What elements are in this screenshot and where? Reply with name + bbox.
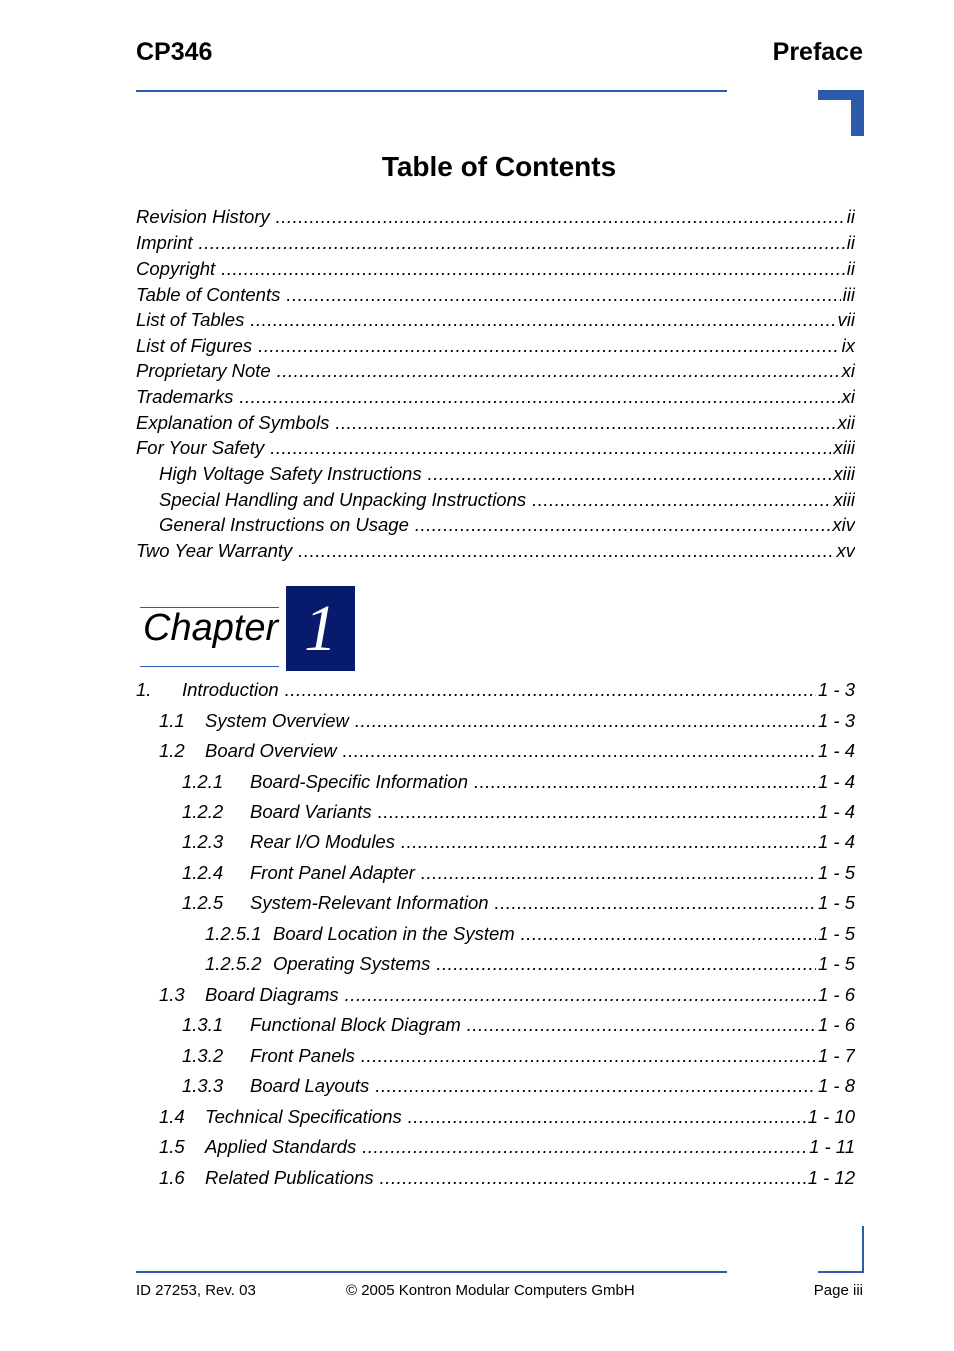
toc-entry-number: 1.2.3	[182, 831, 224, 852]
footer-page-number: Page iii	[813, 1282, 863, 1299]
toc-entry[interactable]	[136, 678, 855, 702]
toc-entry[interactable]	[182, 1074, 855, 1098]
dot-leader	[467, 1013, 816, 1037]
dot-leader	[355, 709, 816, 733]
toc-entry[interactable]	[136, 205, 855, 229]
toc-entry-page: 1 - 8	[817, 1075, 855, 1096]
toc-entry-page: 1 - 5	[817, 923, 855, 944]
toc-entry[interactable]	[159, 739, 855, 763]
toc-entry-label: General Instructions on Usage	[159, 514, 409, 535]
chapter-number: 1	[304, 591, 337, 665]
toc-entry-label: Rear I/O Modules	[250, 831, 395, 852]
toc-entry[interactable]	[136, 308, 855, 332]
toc-entry-page: xiii	[833, 463, 855, 484]
toc-entry[interactable]	[136, 359, 855, 383]
toc-entry-number: 1.2.2	[182, 801, 224, 822]
toc-entry-page: xi	[841, 386, 855, 407]
toc-entry-page: xiii	[833, 489, 855, 510]
toc-entry-page: ii	[846, 206, 855, 227]
dot-leader	[221, 257, 845, 281]
toc-entry-page: 1 - 3	[817, 710, 855, 731]
dot-leader	[343, 739, 816, 763]
toc-entry-label: Revision History	[136, 206, 270, 227]
toc-entry-label: System-Relevant Information	[250, 892, 489, 913]
toc-entry-page: 1 - 5	[817, 953, 855, 974]
chapter-number-box	[286, 586, 355, 671]
toc-entry-label: Board-Specific Information	[250, 771, 468, 792]
toc-entry-page: xii	[837, 412, 855, 433]
dot-leader	[428, 462, 832, 486]
dot-leader	[345, 983, 816, 1007]
toc-entry-label: Functional Block Diagram	[250, 1014, 461, 1035]
toc-entry-page: 1 - 3	[817, 679, 855, 700]
dot-leader	[408, 1105, 806, 1129]
toc-entry-label: High Voltage Safety Instructions	[159, 463, 422, 484]
toc-entry-page: ii	[846, 258, 855, 279]
toc-entry-page: 1 - 7	[817, 1045, 855, 1066]
dot-leader	[495, 891, 816, 915]
toc-entry-label: Imprint	[136, 232, 193, 253]
toc-entry-label: Table of Contents	[136, 284, 281, 305]
toc-entry[interactable]	[182, 1013, 855, 1037]
toc-entry-label: System Overview	[205, 710, 349, 731]
toc-entry[interactable]	[159, 983, 855, 1007]
toc-entry-page: 1 - 4	[817, 831, 855, 852]
dot-leader	[361, 1044, 816, 1068]
dot-leader	[474, 770, 816, 794]
toc-entry-page: xi	[841, 360, 855, 381]
toc-entry[interactable]	[159, 488, 855, 512]
dot-leader	[199, 231, 845, 255]
chapter-word: Chapter	[143, 607, 279, 649]
toc-entry[interactable]	[136, 283, 855, 307]
toc-entry-page: 1 - 4	[817, 740, 855, 761]
toc-entry-page: xv	[836, 540, 855, 561]
toc-entry-number: 1.3.2	[182, 1045, 224, 1066]
toc-entry-number: 1.2.4	[182, 862, 224, 883]
toc-entry[interactable]	[182, 1044, 855, 1068]
toc-entry-page: ix	[841, 335, 855, 356]
toc-entry-number: 1.2.1	[182, 771, 224, 792]
toc-entry-page: 1 - 4	[817, 771, 855, 792]
toc-entry-number: 1.1	[159, 710, 185, 731]
toc-entry[interactable]	[159, 1166, 855, 1190]
toc-entry-page: 1 - 4	[817, 801, 855, 822]
footer-doc-id: ID 27253, Rev. 03	[136, 1282, 256, 1299]
toc-entry-label: Operating Systems	[273, 953, 431, 974]
dot-leader	[270, 436, 831, 460]
dot-leader	[298, 539, 834, 563]
dot-leader	[258, 334, 839, 358]
dot-leader	[285, 678, 816, 702]
dot-leader	[415, 513, 830, 537]
dot-leader	[250, 308, 835, 332]
dot-leader	[375, 1074, 816, 1098]
toc-entry[interactable]	[182, 861, 855, 885]
toc-entry-page: 1 - 6	[817, 1014, 855, 1035]
footer-rule	[136, 1271, 727, 1273]
toc-entry-label: Introduction	[182, 679, 279, 700]
toc-entry-page: ii	[846, 232, 855, 253]
toc-entry[interactable]	[159, 462, 855, 486]
section-title: Preface	[772, 38, 863, 66]
toc-entry-label: Board Location in the System	[273, 923, 515, 944]
dot-leader	[380, 1166, 806, 1190]
toc-entry-label: List of Figures	[136, 335, 253, 356]
toc-entry-label: Front Panel Adapter	[250, 862, 415, 883]
toc-entry[interactable]	[182, 770, 855, 794]
toc-entry[interactable]	[159, 709, 855, 733]
footer-corner-vertical	[862, 1226, 864, 1272]
toc-entry-page: xiv	[832, 514, 855, 535]
toc-entry-number: 1.3	[159, 984, 185, 1005]
toc-entry[interactable]	[159, 1105, 855, 1129]
toc-entry[interactable]	[136, 334, 855, 358]
toc-entry-label: Explanation of Symbols	[136, 412, 330, 433]
toc-entry-number: 1.2.5	[182, 892, 224, 913]
toc-entry-page: 1 - 12	[807, 1167, 855, 1188]
toc-entry-page: 1 - 11	[809, 1136, 855, 1157]
toc-entry-label: Copyright	[136, 258, 216, 279]
toc-entry[interactable]	[182, 800, 855, 824]
dot-leader	[335, 411, 835, 435]
toc-entry[interactable]	[136, 385, 855, 409]
toc-entry-label: Front Panels	[250, 1045, 355, 1066]
toc-entry[interactable]	[159, 1135, 855, 1159]
toc-entry-label: Special Handling and Unpacking Instructions	[159, 489, 527, 510]
toc-entry[interactable]	[136, 231, 855, 255]
toc-entry-number: 1.3.1	[182, 1014, 224, 1035]
toc-entry[interactable]	[182, 891, 855, 915]
toc-entry-number: 1.6	[159, 1167, 185, 1188]
toc-entry[interactable]	[205, 952, 855, 976]
toc-entry[interactable]	[182, 830, 855, 854]
toc-entry-page: iii	[842, 284, 855, 305]
dot-leader	[362, 1135, 807, 1159]
toc-entry-label: Technical Specifications	[205, 1106, 402, 1127]
dot-leader	[421, 861, 816, 885]
toc-entry-number: 1.2	[159, 740, 185, 761]
toc-entry-label: Board Overview	[205, 740, 337, 761]
toc-entry-label: For Your Safety	[136, 437, 265, 458]
toc-heading: Table of Contents	[381, 151, 617, 182]
toc-entry-page: vii	[837, 309, 855, 330]
dot-leader	[286, 283, 840, 307]
dot-leader	[532, 488, 831, 512]
toc-entry-number: 1.2.5.2	[205, 953, 262, 974]
toc-entry-number: 1.2.5.1	[205, 923, 262, 944]
dot-leader	[401, 830, 816, 854]
toc-entry-number: 1.5	[159, 1136, 185, 1157]
header-rule	[136, 90, 727, 92]
dot-leader	[276, 205, 845, 229]
toc-entry-page: 1 - 10	[807, 1106, 855, 1127]
toc-entry-label: Board Diagrams	[205, 984, 339, 1005]
toc-entry-label: List of Tables	[136, 309, 245, 330]
toc-entry-number: 1.	[136, 679, 152, 700]
toc-entry-label: Related Publications	[205, 1167, 374, 1188]
dot-leader	[277, 359, 840, 383]
toc-entry-label: Proprietary Note	[136, 360, 271, 381]
toc-entry-page: 1 - 5	[817, 892, 855, 913]
dot-leader	[239, 385, 839, 409]
toc-entry-label: Applied Standards	[205, 1136, 357, 1157]
toc-entry-number: 1.3.3	[182, 1075, 224, 1096]
toc-entry[interactable]	[136, 411, 855, 435]
dot-leader	[521, 922, 816, 946]
toc-entry-label: Trademarks	[136, 386, 234, 407]
footer-corner-horizontal	[818, 1271, 864, 1273]
toc-entry[interactable]	[205, 922, 855, 946]
toc-entry-label: Board Layouts	[250, 1075, 370, 1096]
toc-entry-label: Board Variants	[250, 801, 372, 822]
toc-entry-number: 1.4	[159, 1106, 185, 1127]
toc-entry-page: xiii	[833, 437, 855, 458]
toc-entry-page: 1 - 5	[817, 862, 855, 883]
corner-mark-vertical	[851, 90, 864, 136]
toc-entry-page: 1 - 6	[817, 984, 855, 1005]
toc-entry[interactable]	[136, 539, 855, 563]
dot-leader	[378, 800, 816, 824]
toc-entry-label: Two Year Warranty	[136, 540, 293, 561]
chapter-rule-bottom	[140, 666, 279, 667]
footer-copyright: © 2005 Kontron Modular Computers GmbH	[346, 1282, 635, 1299]
toc-entry[interactable]	[136, 436, 855, 460]
dot-leader	[436, 952, 816, 976]
document-title: CP346	[136, 38, 213, 66]
toc-entry[interactable]	[159, 513, 855, 537]
toc-entry[interactable]	[136, 257, 855, 281]
